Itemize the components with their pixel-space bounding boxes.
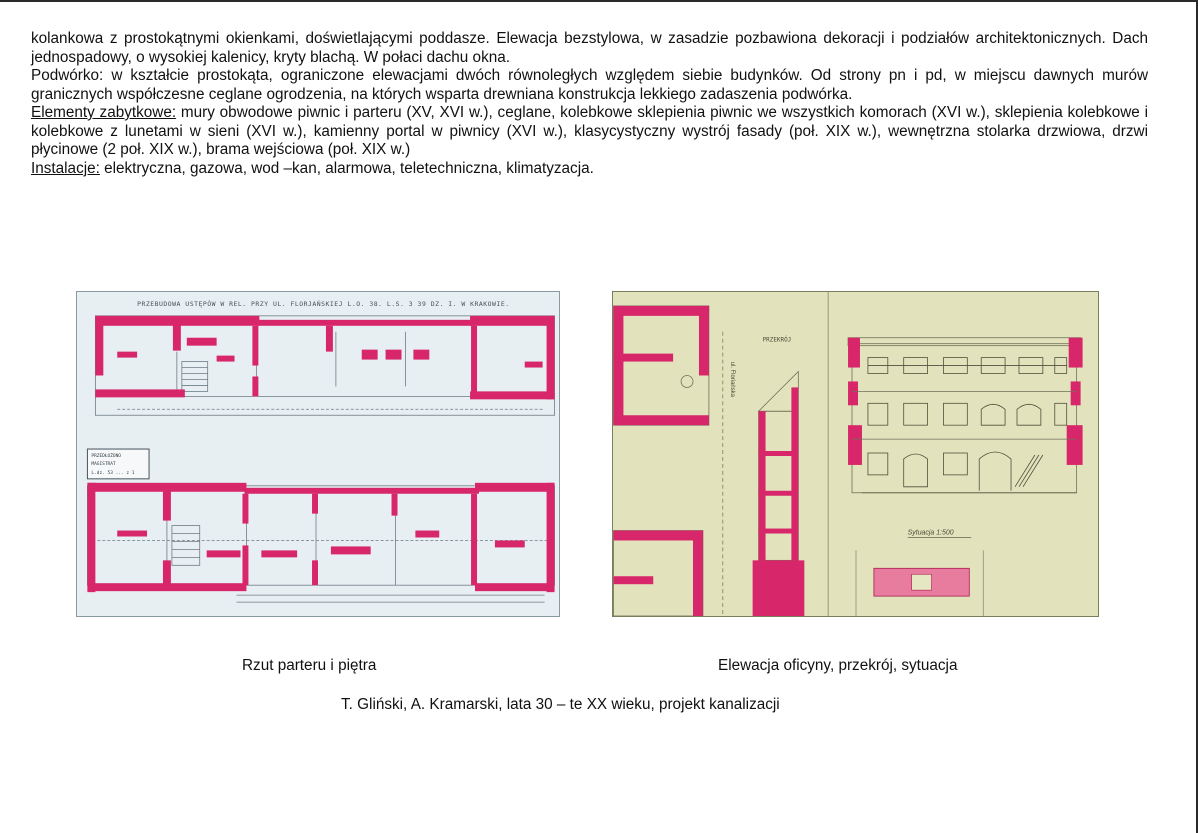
paragraph-body: elektryczna, gazowa, wod –kan, alarmowa, teletechniczna, klimatyzacja. (99, 159, 594, 177)
paragraph-historic-elements (31, 104, 1148, 160)
elevation-drawing (613, 292, 1098, 616)
paragraph-body: mury obwodowe piwnic i parteru (XV, XVI w.), ceglane, kolebkowe sklepienia piwnic we wszystkich komorach (XVI w.), sklepienia kolebkowe i kolebkowe z lunetami w sieni (XVI w.), kamienny portal w piwnicy (XVI w.), klasycystyczny wystrój fasady (poł. XIX w.), wewnętrzna stolarka drzwiowa, drzwi płycinowe (2 poł. XIX w.), brama wejściowa (poł. XIX w.) (31, 104, 1149, 158)
historic-elements-heading: Elementy zabytkowe: (31, 104, 177, 121)
paragraph-installations (31, 160, 1148, 179)
installations-heading: Instalacje: (31, 159, 100, 177)
approval-stamp (87, 449, 149, 479)
street-label: ul. Floriańska (728, 361, 735, 397)
drawing-credit: T. Gliński, A. Kramarski, lata 30 – te XX wieku, projekt kanalizacji (341, 696, 780, 713)
document-text (31, 30, 1148, 178)
floor-plan-drawing (77, 292, 559, 616)
elevation-caption: Elewacja oficyny, przekrój, sytuacja (718, 657, 958, 674)
paragraph-body: Podwórko: w kształcie prostokąta, ograniczone elewacjami dwóch równoległych względem siebie budynków. Od strony pn i pd, w miejscu dawnych murów granicznych współczesne ceglane ogrodzenia, na których wsparta drewniana konstrukcja lekkiego zadaszenia podwórka. (31, 67, 1148, 103)
plan-drawing-title: PRZEBUDOWA USTĘPÓW W REL. PRZY UL. FLORJAŃSKIEJ L.O. 38. L.S. 3 39 DZ. I. W KRAKOWIE. (137, 299, 510, 308)
paragraph-elevation-description (31, 30, 1148, 67)
paragraph-courtyard (31, 67, 1148, 104)
elevation-figure (612, 291, 1099, 617)
stamp-line: MAGISTRAT (91, 461, 116, 467)
section-title: PRZEKRÓJ (762, 336, 792, 344)
paragraph-body: kolankowa z prostokątnymi okienkami, doświetlającymi poddasze. Elewacja bezstylowa, w zasadzie pozbawiona dekoracji i podziałów architektonicznych. Dach jednospadowy, o wysokiej kalenicy, kryty blachą. W połaci dachu okna. (31, 30, 1148, 66)
plan-caption: Rzut parteru i piętra (242, 657, 377, 674)
stamp-line: PRZEDŁOŻONO (91, 453, 122, 459)
scale-note: Sytuacja 1:500 (907, 529, 954, 537)
floor-plan-figure (76, 291, 560, 617)
stamp-line: L.dz. 53 ... z 1 (91, 470, 135, 476)
